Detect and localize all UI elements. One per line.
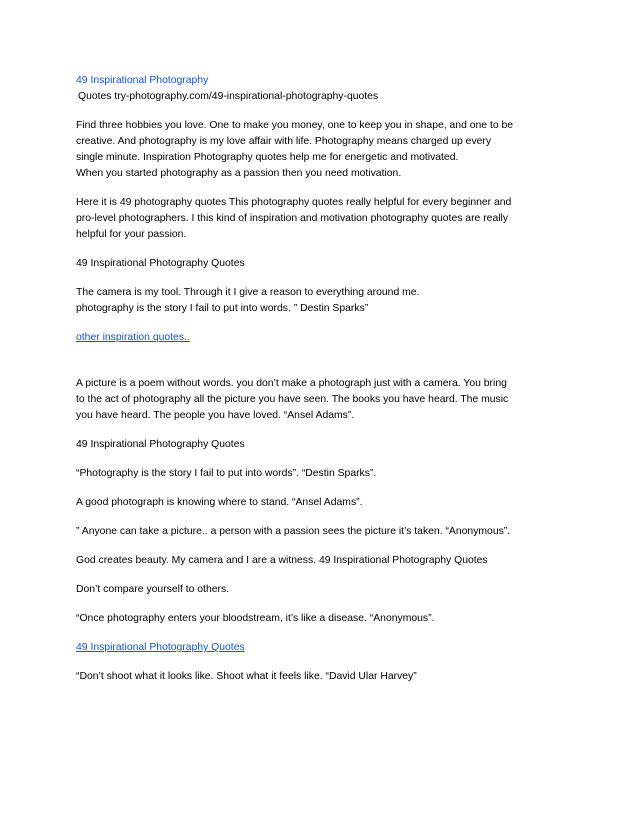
spacer: [76, 569, 566, 582]
quote-line: God creates beauty. My camera and I are a witness. 49 Inspirational Photography Quotes: [76, 555, 488, 566]
quote-line: A good photograph is knowing where to stand. “Ansel Adams”.: [76, 497, 363, 508]
spacer: [76, 598, 566, 611]
paragraph-line: Here it is 49 photography quotes This photography quotes really helpful for every beginner and: [76, 197, 512, 208]
spacer: [76, 424, 566, 437]
spacer: [76, 105, 566, 118]
spacer: [76, 317, 566, 330]
quote-line: ” Anyone can take a picture.. a person with a passion sees the picture it’s taken. “Anonymous”.: [76, 526, 511, 537]
spacer: [76, 627, 566, 640]
source-line: Quotes try-photography.com/49-inspirational-photography-quotes: [78, 91, 379, 102]
quote-line: “Once photography enters your bloodstream, it’s like a disease. “Anonymous”.: [76, 613, 435, 624]
spacer: [76, 182, 566, 195]
paragraph-line: pro-level photographers. I this kind of inspiration and motivation photography quotes are really: [76, 213, 509, 224]
paragraph-line: helpful for your passion.: [76, 229, 187, 240]
quote-line: Don’t compare yourself to others.: [76, 584, 230, 595]
spacer: [76, 656, 566, 669]
paragraph-line: When you started photography as a passion then you need motivation.: [76, 168, 402, 179]
paragraph-line: photography is the story I fail to put into words. ” Destin Sparks”: [76, 303, 369, 314]
section-heading: 49 Inspirational Photography Quotes: [76, 439, 245, 450]
spacer: [76, 346, 566, 376]
spacer: [76, 482, 566, 495]
section-heading: 49 Inspirational Photography Quotes: [76, 258, 245, 269]
paragraph-line: you have heard. The people you have loved. “Ansel Adams”.: [76, 410, 355, 421]
paragraph-3: [76, 285, 566, 317]
paragraph-line: to the act of photography all the picture you have seen. The books you have heard. The music: [76, 394, 509, 405]
spacer: [76, 453, 566, 466]
spacer: [76, 540, 566, 553]
paragraph-line: Find three hobbies you love. One to make you money, one to keep you in shape, and one to be: [76, 120, 514, 131]
footer-link[interactable]: 49 Inspirational Photography Quotes: [76, 642, 245, 653]
paragraph-line: creative. And photography is my love affair with life. Photography means charged up every: [76, 136, 492, 147]
paragraph-line: A picture is a poem without words. you don’t make a photograph just with a camera. You bring: [76, 378, 507, 389]
spacer: [76, 243, 566, 256]
paragraph-2: [76, 195, 566, 243]
paragraph-1: [76, 118, 566, 182]
paragraph-4: [76, 376, 566, 424]
quote-line: “Photography is the story I fail to put into words”. “Destin Sparks”.: [76, 468, 377, 479]
spacer: [76, 511, 566, 524]
other-quotes-link[interactable]: other inspiration quotes..: [76, 332, 190, 343]
spacer: [76, 272, 566, 285]
quote-line: “Don’t shoot what it looks like. Shoot what it feels like. “David Ular Harvey”: [76, 671, 417, 682]
paragraph-line: single minute. Inspiration Photography quotes help me for energetic and motivated.: [76, 152, 459, 163]
header-link[interactable]: 49 Inspirational Photography: [76, 75, 209, 86]
paragraph-line: The camera is my tool. Through it I give a reason to everything around me.: [76, 287, 420, 298]
document-page: [76, 73, 566, 685]
